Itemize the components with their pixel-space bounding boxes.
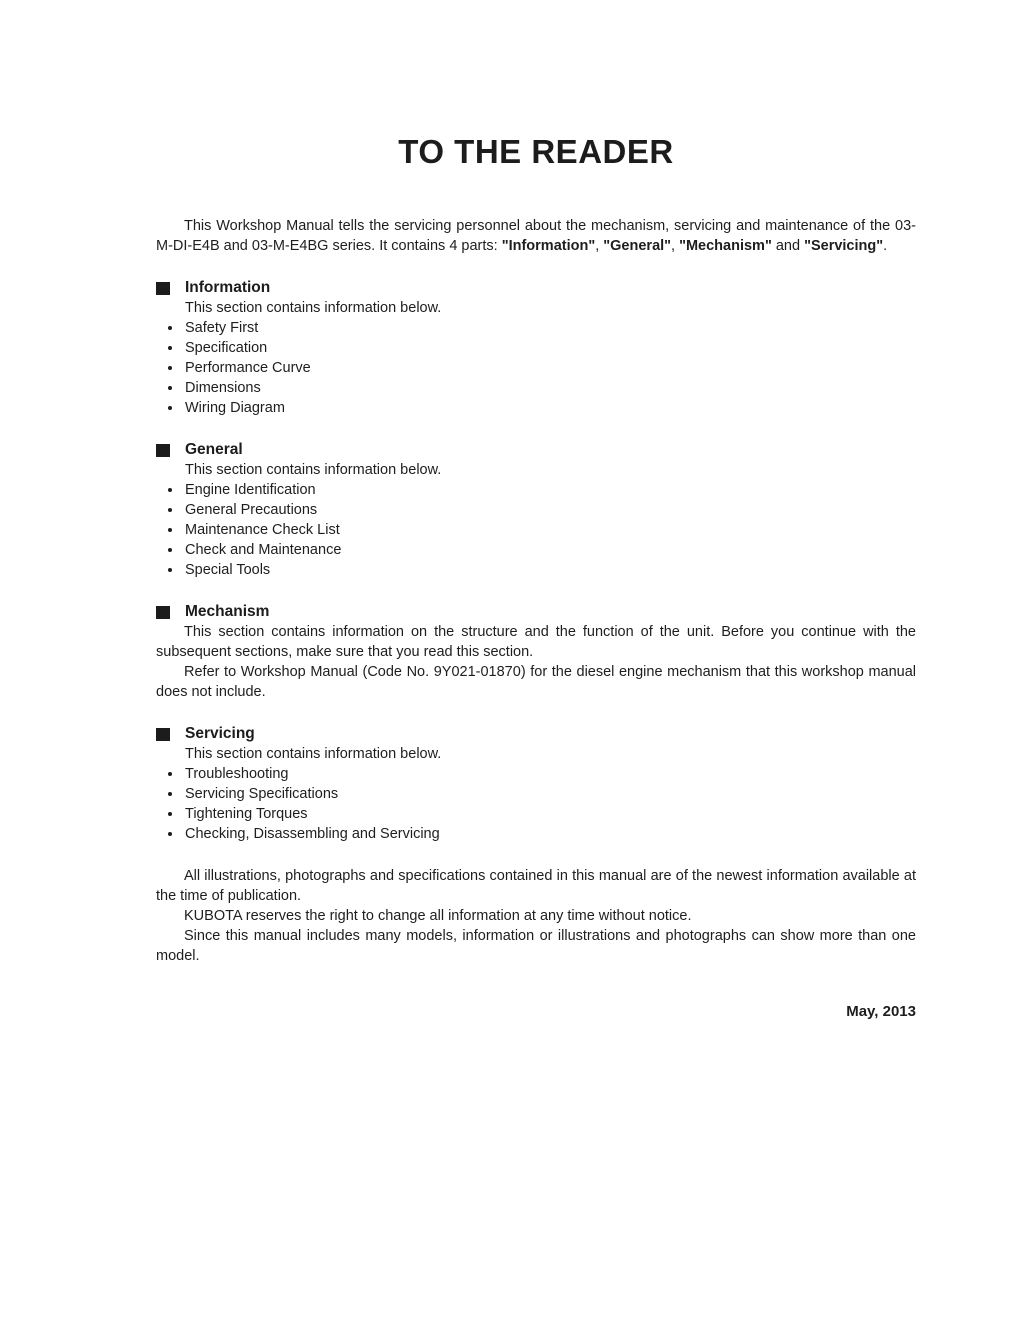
closing-paragraph: KUBOTA reserves the right to change all information at any time without notice. [184,908,692,924]
bullet-list [156,480,916,580]
bullet-item [156,398,916,418]
intro-separator: and [771,238,805,254]
section-marker-square-icon [156,282,170,295]
bullet-label: Troubleshooting [185,766,289,782]
bullet-list [156,318,916,418]
intro-part-general: "General" [603,238,672,254]
section-description: This section contains information below. [185,462,442,478]
bullet-icon [168,326,172,330]
section-marker-square-icon [156,728,170,741]
section-heading: Mechanism [185,603,270,620]
bullet-list [156,764,916,844]
section-heading: General [185,441,243,458]
intro-part-information: "Information" [501,238,596,254]
bullet-item [156,804,916,824]
bullet-label: Specification [185,340,268,356]
section-servicing [156,724,916,844]
bullet-icon [168,488,172,492]
section-general [156,440,916,580]
bullet-label: Special Tools [185,562,271,578]
bullet-icon [168,548,172,552]
bullet-icon [168,406,172,410]
bullet-item [156,338,916,358]
section-marker-square-icon [156,606,170,619]
bullet-icon [168,772,172,776]
intro-paragraph [156,216,916,256]
bullet-label: Engine Identification [185,482,316,498]
bullet-label: Performance Curve [185,360,311,376]
bullet-label: Maintenance Check List [185,522,340,538]
section-heading-row [156,602,916,622]
intro-period: . [883,238,888,254]
bullet-item [156,784,916,804]
closing-paragraph: Since this manual includes many models, information or illustrations and photographs can show more than one model. [156,928,916,964]
bullet-label: Check and Maintenance [185,542,342,558]
section-paragraph: Refer to Workshop Manual (Code No. 9Y021-01870) for the diesel engine mechanism that this workshop manual does not include. [156,664,916,700]
section-description: This section contains information below. [185,746,442,762]
bullet-item [156,500,916,520]
bullet-label: Servicing Specifications [185,786,339,802]
section-heading-row [156,724,916,744]
bullet-label: Dimensions [185,380,261,396]
intro-separator: , [595,238,604,254]
bullet-icon [168,386,172,390]
bullet-icon [168,508,172,512]
section-heading-row [156,278,916,298]
intro-separator: , [671,238,680,254]
bullet-label: Safety First [185,320,259,336]
bullet-label: Checking, Disassembling and Servicing [185,826,440,842]
bullet-item [156,824,916,844]
bullet-item [156,378,916,398]
closing-paragraphs [156,866,916,966]
intro-part-mechanism: "Mechanism" [679,238,772,254]
bullet-icon [168,366,172,370]
section-information [156,278,916,418]
section-paragraph: This section contains information on the structure and the function of the unit. Before you continue with the subsequent sections, make sure that you read this section. [156,624,916,660]
bullet-icon [168,346,172,350]
closing-paragraph: All illustrations, photographs and specifications contained in this manual are of the newest information available at the time of publication. [156,868,916,904]
bullet-icon [168,792,172,796]
bullet-item [156,358,916,378]
section-mechanism [156,602,916,702]
bullet-label: Wiring Diagram [185,400,285,416]
section-heading: Servicing [185,725,255,742]
section-description: This section contains information below. [185,300,442,316]
bullet-item [156,560,916,580]
bullet-item [156,318,916,338]
bullet-item [156,520,916,540]
bullet-icon [168,832,172,836]
intro-part-servicing: "Servicing" [804,238,884,254]
page-title: TO THE READER [398,133,674,170]
bullet-icon [168,528,172,532]
bullet-icon [168,568,172,572]
publication-date: May, 2013 [846,1003,916,1020]
bullet-icon [168,812,172,816]
intro-text: This Workshop Manual tells the servicing personnel about the mechanism, servicing and maintenance of the 03-M-DI-E4B and 03-M-E4BG series. It contains 4 parts: [156,218,916,254]
bullet-label: Tightening Torques [185,806,308,822]
section-heading-row [156,440,916,460]
bullet-label: General Precautions [185,502,318,518]
bullet-item [156,764,916,784]
section-marker-square-icon [156,444,170,457]
bullet-item [156,540,916,560]
section-heading: Information [185,279,271,296]
bullet-item [156,480,916,500]
